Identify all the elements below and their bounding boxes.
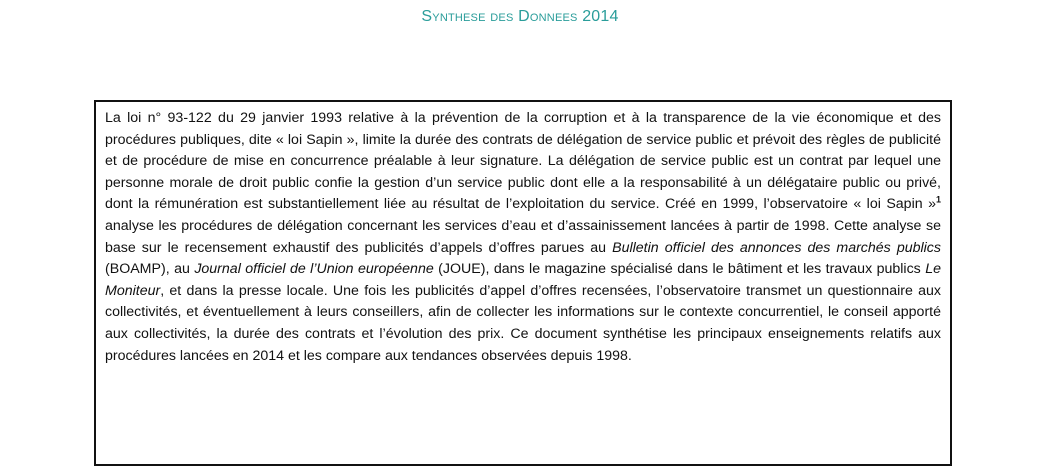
text-segment-5: , et dans la presse locale. Une fois les publicités d’appel d’offres recensées, l’observatoire transmet un questionnaire aux collectivités, et éventuellement à leurs conseillers, afin de collecter les informations sur le contexte concurrentiel, le conseil apporté aux collectivités, la durée des contrats et l’évolution des prix. Ce document synthétise les principaux enseignements relatifs aux procédures lancées en 2014 et les compare aux tendances observées depuis 1998.: [105, 282, 941, 364]
text-segment-2: analyse les procédures de délégation concernant les services d’eau et d’assainissement lancées à partir de 1998. Cette analyse se base sur le recensement exhaustif des publicités d’appels d’offres parues au: [105, 217, 941, 256]
intro-text-box: [94, 100, 952, 466]
joue-title: Journal officiel de l’Union européenne: [194, 261, 434, 278]
le-moniteur-title: Le Moniteur: [105, 261, 941, 299]
intro-paragraph: [105, 108, 941, 367]
text-segment-4: (JOUE), dans le magazine spécialisé dans le bâtiment et les travaux publics: [433, 261, 926, 278]
boamp-title: Bulletin officiel des annonces des marchés publics: [612, 239, 941, 256]
text-segment-3: (BOAMP), au: [105, 261, 195, 278]
page-header-title: Synthese des Donnees 2014: [421, 8, 619, 25]
footnote-marker[interactable]: 1: [935, 194, 941, 205]
text-segment-1: La loi n° 93-122 du 29 janvier 1993 relative à la prévention de la corruption et à la transparence de la vie économique et des procédures publiques, dite « loi Sapin », limite la durée des contrats de délégation de service public et prévoit des règles de publicité et de procédure de mise en concurrence préalable à leur signature. La délégation de service public est un contrat par lequel une personne morale de droit public confie la gestion d’un service public dont elle a la responsabilité à un délégataire public ou privé, dont la rémunération est substantiellement liée au résultat de l’exploitation du service. Créé en 1999, l’observatoire « loi Sapin »: [105, 110, 941, 213]
